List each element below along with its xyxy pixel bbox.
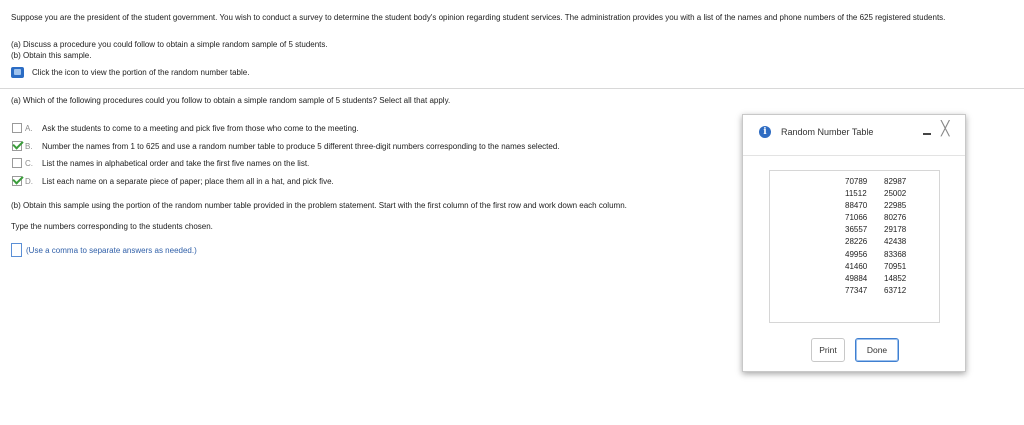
table-cell: 41460	[845, 261, 868, 271]
question-b-prompt: (b) Obtain this sample using the portion of the random number table provided in the problem statement. Start with the first column of the first row and work down each column.	[11, 201, 627, 210]
table-cell: 80276	[884, 213, 907, 223]
table-row	[845, 189, 923, 201]
table-link-row	[11, 67, 249, 78]
table-cell: 49884	[845, 273, 868, 283]
option-c-letter: C.	[25, 158, 33, 168]
table-cell: 70951	[884, 261, 907, 271]
table-row	[845, 274, 923, 286]
table-cell: 88470	[845, 201, 868, 211]
table-cell: 77347	[845, 285, 868, 295]
table-cell: 11512	[845, 189, 867, 199]
dialog-header-divider	[743, 155, 965, 156]
table-row	[845, 286, 923, 298]
question-a-prompt: (a) Which of the following procedures could you follow to obtain a simple random sample of 5 students? Select all that apply.	[11, 96, 451, 105]
option-b[interactable]	[12, 141, 559, 151]
close-icon[interactable]: ╳	[941, 120, 950, 136]
table-row	[845, 201, 923, 213]
question-b-instruction: Type the numbers corresponding to the students chosen.	[11, 222, 213, 231]
option-a-checkbox[interactable]	[12, 123, 22, 133]
option-c[interactable]	[12, 158, 309, 168]
answer-hint: (Use a comma to separate answers as needed.)	[26, 245, 197, 255]
book-icon[interactable]	[11, 67, 24, 78]
table-cell: 71066	[845, 213, 868, 223]
dialog-title: Random Number Table	[781, 127, 874, 137]
table-rows	[845, 177, 923, 298]
done-button[interactable]: Done	[855, 338, 899, 362]
table-cell: 14852	[884, 273, 907, 283]
random-number-table-dialog	[742, 114, 966, 372]
option-d-text: List each name on a separate piece of paper; place them all in a hat, and pick five.	[42, 176, 334, 186]
divider	[0, 88, 1024, 89]
table-cell: 22985	[884, 201, 907, 211]
table-row	[845, 177, 923, 189]
option-d-letter: D.	[25, 176, 33, 186]
table-cell: 70789	[845, 177, 868, 186]
option-c-checkbox[interactable]	[12, 158, 22, 168]
info-icon: i	[759, 126, 771, 138]
problem-part-a: (a) Discuss a procedure you could follow to obtain a simple random sample of 5 students.	[11, 40, 328, 49]
problem-intro: Suppose you are the president of the student government. You wish to conduct a survey to determine the student body's opinion regarding student services. The administration provides you with a list of the names and phone numbers of the 625 registered students.	[11, 13, 946, 22]
table-cell: 25002	[884, 189, 907, 199]
table-row	[845, 250, 923, 262]
random-number-table	[769, 170, 940, 323]
option-b-text: Number the names from 1 to 625 and use a random number table to produce 5 different three-digit numbers corresponding to the names selected.	[42, 141, 560, 151]
dialog-header	[759, 126, 873, 138]
table-cell: 29178	[884, 225, 907, 235]
option-a-text: Ask the students to come to a meeting and pick five from those who come to the meeting.	[42, 123, 359, 133]
table-cell: 42438	[884, 237, 907, 247]
table-link-text: Click the icon to view the portion of the random number table.	[32, 68, 250, 77]
table-row	[845, 237, 923, 249]
table-cell: 63712	[884, 285, 907, 295]
table-cell: 49956	[845, 249, 868, 259]
option-d[interactable]	[12, 176, 334, 186]
table-row	[845, 262, 923, 274]
option-a[interactable]	[12, 123, 359, 133]
table-row	[845, 213, 923, 225]
table-cell: 28226	[845, 237, 868, 247]
table-cell: 36557	[845, 225, 868, 235]
answer-row	[11, 243, 197, 257]
problem-part-b: (b) Obtain this sample.	[11, 51, 92, 60]
option-c-text: List the names in alphabetical order and take the first five names on the list.	[42, 158, 310, 168]
option-d-checkbox[interactable]	[12, 176, 22, 186]
answer-input[interactable]	[11, 243, 22, 257]
table-cell: 82987	[884, 177, 907, 186]
option-b-checkbox[interactable]	[12, 141, 22, 151]
table-row	[845, 225, 923, 237]
minimize-icon[interactable]	[923, 133, 931, 135]
table-cell: 83368	[884, 249, 907, 259]
option-b-letter: B.	[25, 141, 33, 151]
print-button[interactable]: Print	[811, 338, 845, 362]
option-a-letter: A.	[25, 123, 33, 133]
